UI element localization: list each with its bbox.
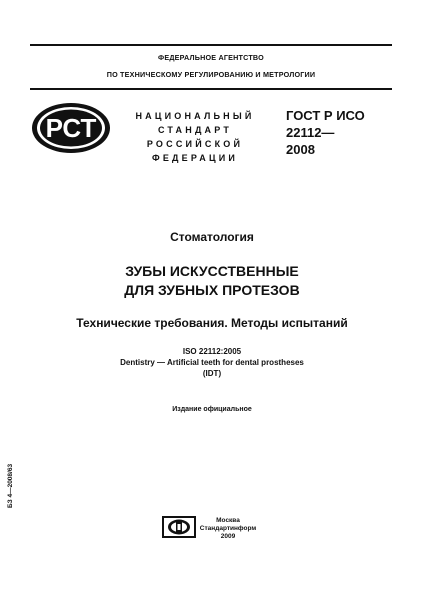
subtitle: Технические требования. Методы испытаний — [76, 316, 348, 330]
gost-r-logo-icon — [30, 101, 112, 155]
publisher-year: 2009 — [220, 533, 236, 540]
standard-type-line-2: СТАНДАРТ — [157, 125, 233, 135]
logo-letters: РСТ — [45, 113, 97, 143]
agency-line-2: ПО ТЕХНИЧЕСКОМУ РЕГУЛИРОВАНИЮ И МЕТРОЛОГИИ — [106, 70, 316, 79]
agency-line-1: ФЕДЕРАЛЬНОЕ АГЕНТСТВО — [158, 53, 264, 62]
standard-type-line-4: ФЕДЕРАЦИИ — [151, 153, 239, 163]
iso-name: Dentistry — Artificial teeth for dental prostheses — [120, 358, 304, 367]
main-title-line-1: ЗУБЫ ИСКУССТВЕННЫЕ — [125, 263, 299, 279]
header-rule — [30, 88, 392, 90]
gost-code-line-1: ГОСТ Р ИСО — [286, 108, 365, 123]
main-title-line-2: ДЛЯ ЗУБНЫХ ПРОТЕЗОВ — [124, 282, 300, 298]
standard-type-line-3: РОССИЙСКОЙ — [146, 139, 244, 149]
gost-code-line-2: 22112— — [286, 125, 335, 140]
top-rule — [30, 44, 392, 46]
side-code: БЗ 4—2008/63 — [7, 463, 14, 508]
iso-code: ISO 22112:2005 — [182, 347, 242, 356]
publisher-city: Москва — [216, 517, 240, 524]
iso-equivalence: (IDT) — [202, 369, 222, 378]
category-title: Стоматология — [170, 230, 254, 244]
standartinform-logo-icon — [162, 516, 196, 538]
edition-label: Издание официальное — [172, 406, 252, 413]
gost-code-line-3: 2008 — [286, 142, 315, 157]
standard-type-line-1: НАЦИОНАЛЬНЫЙ — [135, 111, 255, 121]
publisher-name: Стандартинформ — [199, 525, 257, 532]
